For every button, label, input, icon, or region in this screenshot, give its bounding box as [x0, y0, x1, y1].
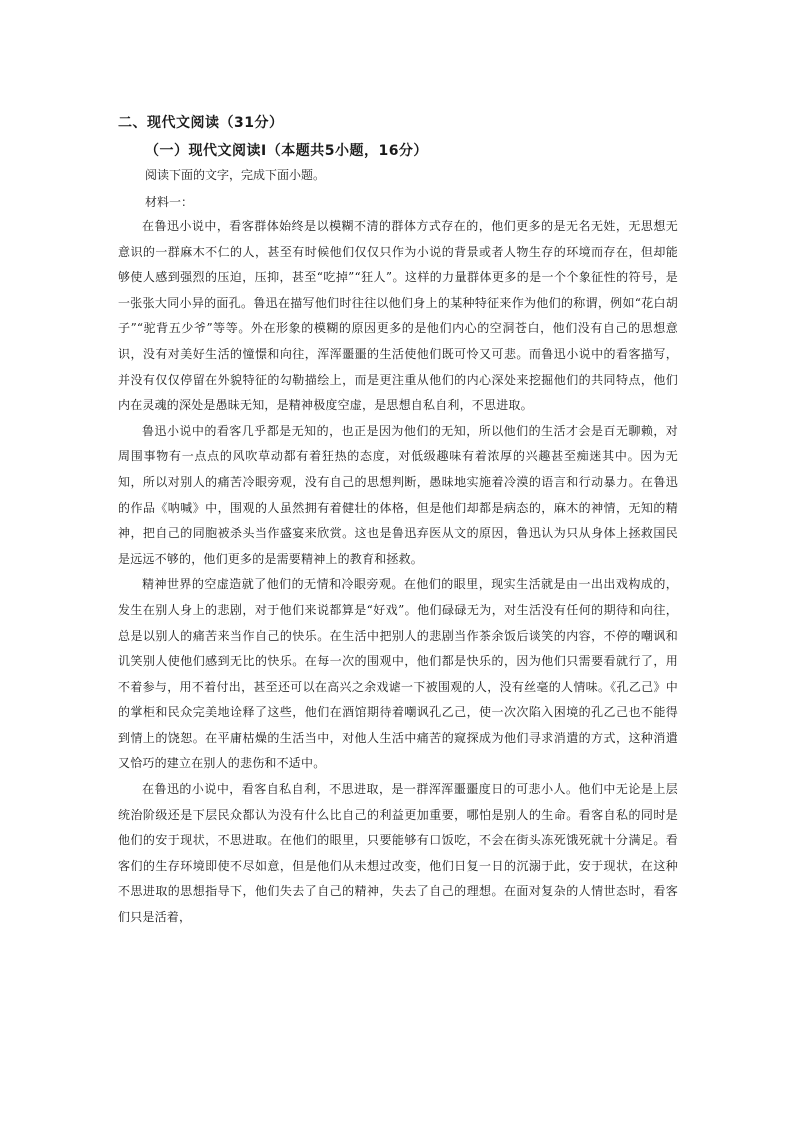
paragraph: 在鲁迅的小说中，看客自私自利，不思进取，是一群浑浑噩噩度日的可悲小人。他们中无论是上层统治阶级还是下层民众都认为没有什么比自己的利益更加重要，哪怕是别人的生命。看客自私的同时是他们的安于现状，不思进取。在他们的眼里，只要能够有口饭吃，不会在街头冻死饿死就十分满足。看客们的生存环境即使不尽如意，但是他们从未想过改变，他们日复一日的沉溺于此，安于现状，在这种不思进取的思想指导下，他们失去了自己的精神，失去了自己的理想。在面对复杂的人情世态时，看客们只是活着， — [118, 782, 678, 925]
paragraph: 鲁迅小说中的看客几乎都是无知的，也正是因为他们的无知，所以他们的生活才会是百无聊赖，对周围事物有一点点的风吹草动都有着狂热的态度，对低级趣味有着浓厚的兴趣甚至痴迷其中。因为无知，所以对别人的痛苦冷眼旁观，没有自己的思想判断，愚昧地实施着冷漠的语言和行动暴力。在鲁迅的作品《呐喊》中，围观的人虽然拥有着健壮的体格，但是他们却都是病态的，麻木的神情，无知的精神，把自己的同胞被杀头当作盛宴来欣赏。这也是鲁迅弃医从文的原因，鲁迅认为只从身体上拯救国民是远远不够的，他们更多的是需要精神上的教育和拯救。 — [118, 423, 678, 566]
instruction-text: 阅读下面的文字，完成下面小题。 — [145, 168, 326, 182]
paragraph: 在鲁迅小说中，看客群体始终是以模糊不清的群体方式存在的，他们更多的是无名无姓，无思想无意识的一群麻木不仁的人，甚至有时候他们仅仅只作为小说的背景或者人物生存的环境而存在，但却能够使人感到强烈的压迫，压抑，甚至“吃掉”“狂人”。这样的力量群体更多的是一个个象征性的符号，是一张张大同小异的面孔。鲁迅在描写他们时往往以他们身上的某种特征来作为他们的称谓，例如“花白胡子”“驼背五少爷”等等。外在形象的模糊的原因更多的是他们内心的空洞苍白，他们没有自己的思想意识，没有对美好生活的憧憬和向往，浑浑噩噩的生活使他们既可怜又可悲。而鲁迅小说中的看客描写，并没有仅仅停留在外貌特征的勾勒描绘上，而是更注重从他们的内心深处来挖掘他们的共同特点，他们内在灵魂的深处是愚昧无知，是精神极度空虚，是思想自私自利，不思进取。 — [118, 219, 678, 413]
section-title: 二、现代文阅读（31分） — [118, 115, 284, 131]
material-label: 材料一： — [145, 195, 194, 209]
sub-title: （一）现代文阅读Ⅰ（本题共5小题，16分） — [145, 143, 428, 159]
paragraph: 精神世界的空虚造就了他们的无情和冷眼旁观。在他们的眼里，现实生活就是由一出出戏构成的，发生在别人身上的悲剧，对于他们来说都算是“好戏”。他们碌碌无为，对生活没有任何的期待和向往，总是以别人的痛苦来当作自己的快乐。在生活中把别人的悲剧当作茶余饭后谈笑的内容，不停的嘲讽和讥笑别人使他们感到无比的快乐。在每一次的围观中，他们都是快乐的，因为他们只需要看就行了，用不着参与，用不着付出，甚至还可以在高兴之余戏谑一下被围观的人，没有丝毫的人情味。《孔乙己》中的掌柜和民众完美地诠释了这些，他们在酒馆期待着嘲讽孔乙己，使一次次陷入困境的孔乙己也不能得到情上的饶恕。在平庸枯燥的生活当中，对他人生活中痛苦的窥探成为他们寻求消遣的方式，这种消遣又恰巧的建立在别人的悲伤和不适中。 — [118, 577, 678, 771]
article-body — [118, 214, 678, 931]
